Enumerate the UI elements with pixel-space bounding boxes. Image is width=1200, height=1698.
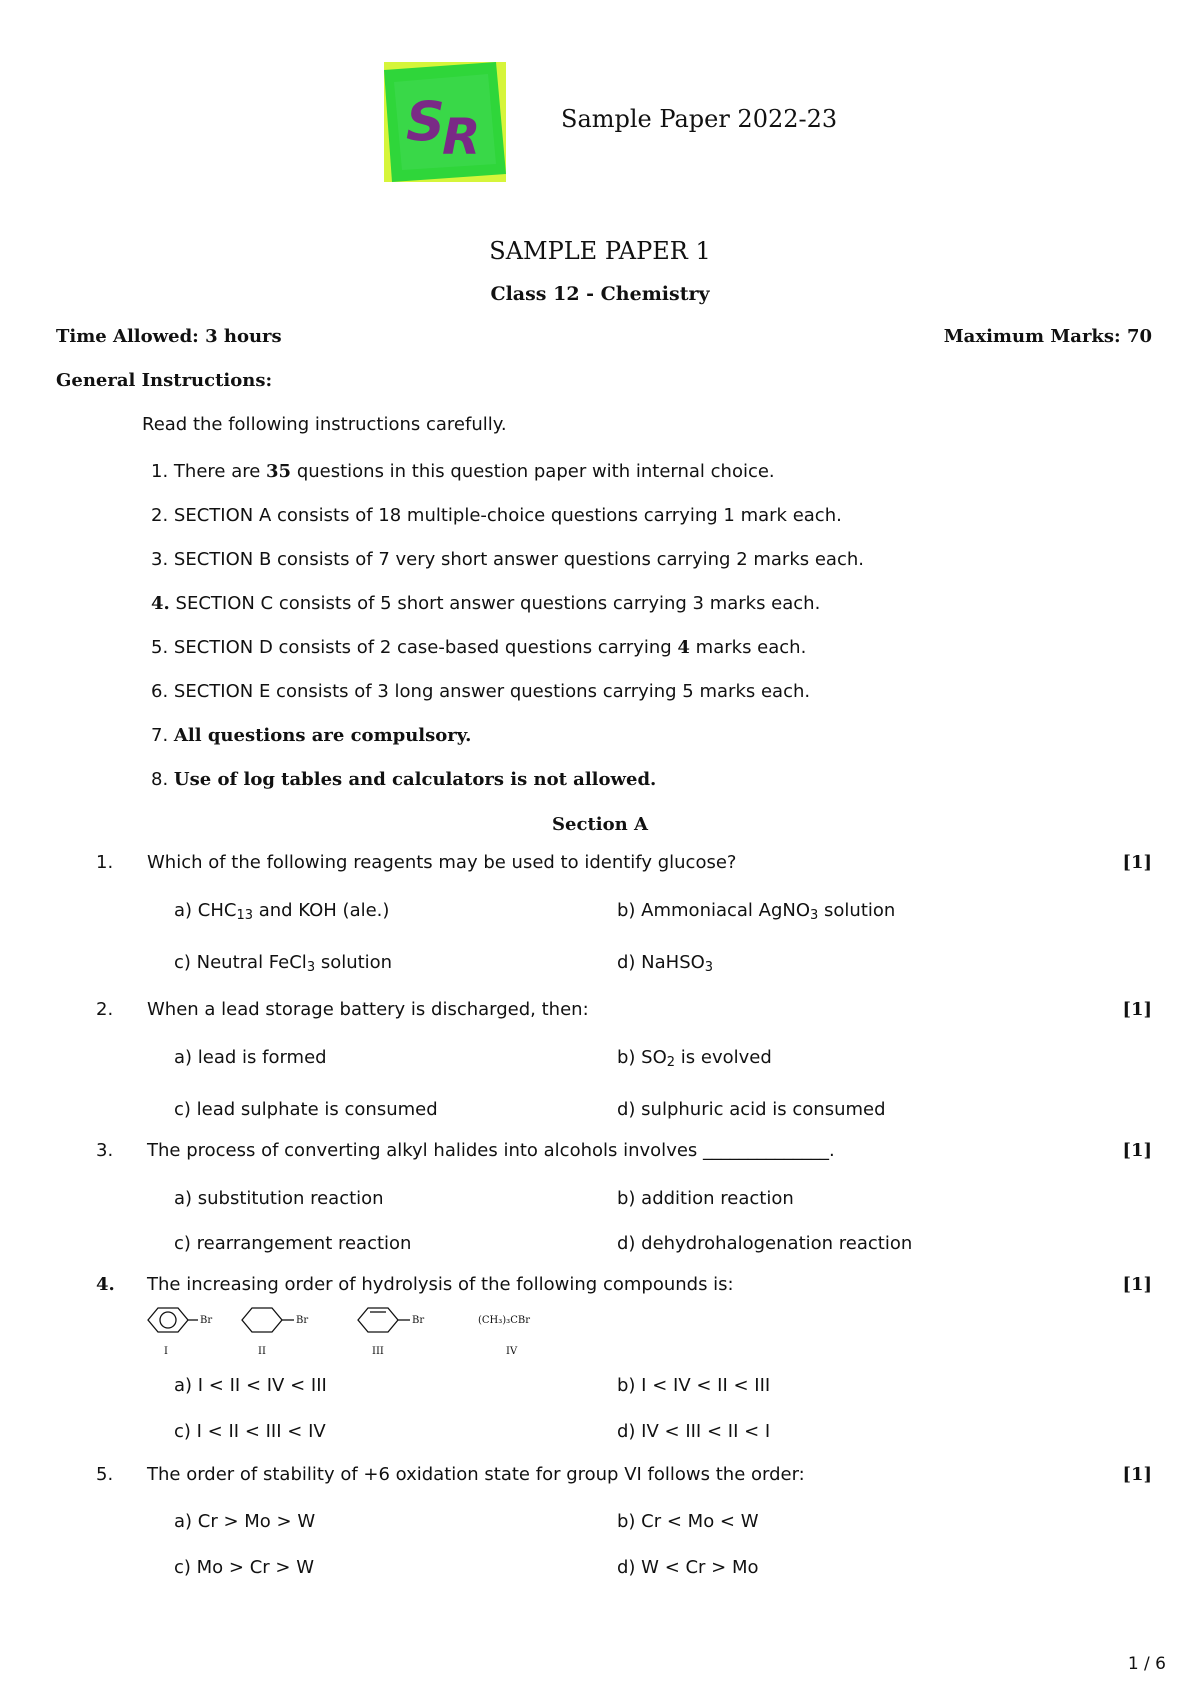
- question-text: The process of converting alkyl halides into alcohols involves ______________.: [147, 1140, 835, 1161]
- compound-3-br-label: Br: [412, 1315, 425, 1326]
- option-c: c) lead sulphate is consumed: [174, 1099, 438, 1120]
- option-b: b) I < IV < II < III: [617, 1375, 771, 1396]
- instructions-intro: Read the following instructions carefully.: [142, 414, 507, 435]
- page-number: 1 / 6: [1127, 1654, 1166, 1674]
- question-text: The increasing order of hydrolysis of the following compounds is:: [147, 1274, 734, 1295]
- compound-1-label: I: [164, 1346, 168, 1357]
- question-marks: [1]: [1122, 1464, 1152, 1485]
- section-title: Section A: [552, 814, 648, 835]
- question-number: 2.: [96, 999, 114, 1020]
- option-b: b) Ammoniacal AgNO$_3$ solution: [617, 900, 896, 923]
- question-text: Which of the following reagents may be used to identify glucose?: [147, 852, 737, 873]
- option-d: d) dehydrohalogenation reaction: [617, 1233, 913, 1254]
- option-c: c) Neutral FeCl$_3$ solution: [174, 952, 393, 975]
- question-marks: [1]: [1122, 1274, 1152, 1295]
- option-c: c) I < II < III < IV: [174, 1421, 326, 1442]
- question-marks: [1]: [1122, 1140, 1152, 1161]
- instructions-heading: General Instructions:: [56, 370, 273, 391]
- instruction-item: 4. SECTION C consists of 5 short answer questions carrying 3 marks each.: [151, 593, 821, 614]
- option-d: d) W < Cr > Mo: [617, 1557, 759, 1578]
- compound-4-formula: (CH₃)₃CBr: [478, 1315, 530, 1326]
- instruction-item: 2. SECTION A consists of 18 multiple-choice questions carrying 1 mark each.: [151, 505, 842, 526]
- option-a: a) I < II < IV < III: [174, 1375, 327, 1396]
- instruction-item: 6. SECTION E consists of 3 long answer questions carrying 5 marks each.: [151, 681, 811, 702]
- question-marks: [1]: [1122, 852, 1152, 873]
- option-b: b) $SO_2$ is evolved: [617, 1047, 772, 1070]
- option-a: a) Cr > Mo > W: [174, 1511, 316, 1532]
- svg-text:R: R: [442, 108, 481, 166]
- instruction-item: 3. SECTION B consists of 7 very short answer questions carrying 2 marks each.: [151, 549, 864, 570]
- logo-text: S: [406, 90, 445, 153]
- paper-subtitle: Class 12 - Chemistry: [490, 283, 710, 305]
- option-d: d) IV < III < II < I: [617, 1421, 771, 1442]
- compound-2-label: II: [258, 1346, 266, 1357]
- compound-4-label: IV: [506, 1346, 518, 1357]
- time-allowed: Time Allowed: 3 hours: [56, 326, 282, 347]
- option-a: a) lead is formed: [174, 1047, 327, 1068]
- question-number: 1.: [96, 852, 114, 873]
- option-d: d) NaHSO$_3$: [617, 952, 714, 975]
- question-number: 3.: [96, 1140, 114, 1161]
- compound-structures-figure: [140, 1298, 560, 1360]
- header-title: Sample Paper 2022-23: [561, 105, 838, 133]
- option-c: c) rearrangement reaction: [174, 1233, 412, 1254]
- option-a: a) substitution reaction: [174, 1188, 384, 1209]
- instruction-item: 1. There are 35 questions in this question paper with internal choice.: [151, 461, 775, 482]
- option-c: c) Mo > Cr > W: [174, 1557, 315, 1578]
- option-b: b) addition reaction: [617, 1188, 794, 1209]
- option-d: d) sulphuric acid is consumed: [617, 1099, 886, 1120]
- option-b: b) Cr < Mo < W: [617, 1511, 759, 1532]
- option-a: a) $CHC_{13}$ and KOH (ale.): [174, 900, 390, 923]
- instruction-item: 8. Use of log tables and calculators is not allowed.: [151, 769, 657, 790]
- max-marks: Maximum Marks: 70: [943, 326, 1152, 347]
- paper-title: SAMPLE PAPER 1: [489, 237, 711, 265]
- sr-logo: [384, 62, 506, 182]
- instruction-item: 7. All questions are compulsory.: [151, 725, 472, 746]
- compound-2-br-label: Br: [296, 1315, 309, 1326]
- question-number: 5.: [96, 1464, 114, 1485]
- question-text: The order of stability of +6 oxidation state for group VI follows the order:: [147, 1464, 805, 1485]
- compound-1-br-label: Br: [200, 1315, 213, 1326]
- question-text: When a lead storage battery is discharged, then:: [147, 999, 589, 1020]
- question-marks: [1]: [1122, 999, 1152, 1020]
- compound-3-label: III: [372, 1346, 384, 1357]
- instruction-item: 5. SECTION D consists of 2 case-based questions carrying 4 marks each.: [151, 637, 807, 658]
- question-number: 4.: [96, 1274, 115, 1295]
